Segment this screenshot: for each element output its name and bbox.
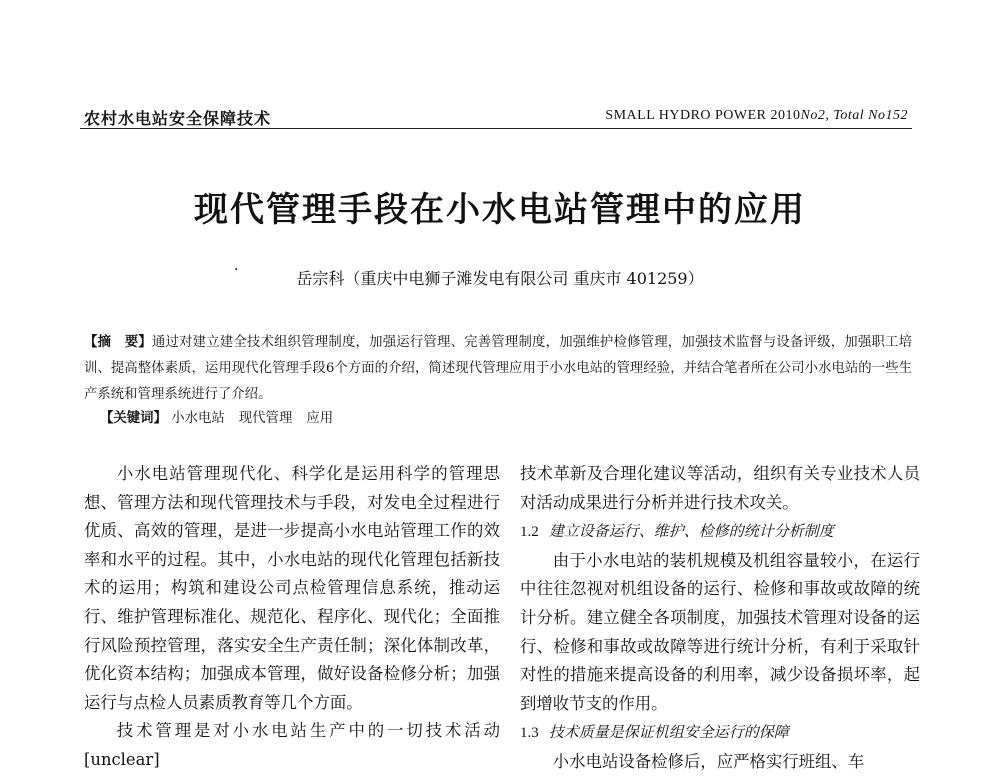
journal-name: SMALL HYDRO POWER 2010 <box>605 108 801 123</box>
section-number: 1.3 <box>520 725 539 742</box>
keyword-item: 现代管理 <box>238 411 293 426</box>
keywords-label: 【关键词】 <box>100 411 167 426</box>
author-dot: · <box>234 262 239 278</box>
section-title: 技术质量是保证机组安全运行的保障 <box>548 723 789 742</box>
body-paragraph: 小水电站设备检修后，应严格实行班组、车 <box>552 751 865 771</box>
abstract <box>84 330 912 408</box>
abstract-text: 通过对建立建全技术组织管理制度，加强运行管理、完善管理制度，加强维护检修管理，加强技术监督与设备评级，加强职工培训、提高整体素质，运用现代化管理手段6个方面的介绍，简述现代管理应用于小水电站的管理经验，并结合笔者所在公司小水电站的一些生产系统和管理系统进行了介绍。 <box>84 335 913 402</box>
keyword-item: 应用 <box>306 411 334 426</box>
section-heading <box>520 718 920 748</box>
header-rule <box>80 128 912 129</box>
paper-title: 现代管理手段在小水电站管理中的应用 <box>194 190 806 230</box>
keyword-item: 小水电站 <box>171 411 225 426</box>
body-paragraph: 技术革新及合理化建议等活动，组织有关专业技术人员对活动成果进行分析并进行技术攻关。 <box>520 464 920 512</box>
body-paragraph: 技术管理是对小水电站生产中的一切技术活动[unclear] <box>84 721 500 769</box>
issue-number: No2 <box>800 108 826 123</box>
running-header-right <box>605 108 908 124</box>
body-paragraph: 小水电站管理现代化、科学化是运用科学的管理思想、管理方法和现代管理技术与手段，对发电全过程进行优质、高效的管理，是进一步提高小水电站管理工作的效率和水平的过程。其中，小水电站的现代化管理包括新技术的运用；构筑和建设公司点检管理信息系统，推动运行、维护管理标准化、规范化、程序化、现代化；全面推行风险预控管理，落实安全生产责任制；深化体制改革，优化资本结构；加强成本管理，做好设备检修分析；加强运行与点检人员素质教育等几个方面。 <box>84 464 500 712</box>
section-heading <box>520 517 920 547</box>
body-column-left <box>84 460 500 775</box>
total-issue-number: Total No152 <box>833 108 908 123</box>
running-header-left: 农村水电站安全保障技术 <box>84 109 272 128</box>
abstract-label: 【摘 要】 <box>84 335 152 350</box>
body-paragraph: 由于小水电站的装机规模及机组容量较小，在运行中往往忽视对机组设备的运行、检修和事故或故障的统计分析。建立健全各项制度，加强技术管理对设备的运行、检修和事故或故障等进行统计分析，有利于采取针对性的措施来提高设备的利用率，减少设备损坏率，起到增收节支的作用。 <box>520 550 920 713</box>
section-title: 建立设备运行、维护、检修的统计分析制度 <box>548 522 834 541</box>
author-affiliation: 岳宗科（重庆中电狮子滩发电有限公司 重庆市 401259） <box>296 269 704 288</box>
section-number: 1.2 <box>520 524 539 541</box>
header-separator: , <box>825 108 834 123</box>
body-column-right <box>520 460 920 777</box>
keywords <box>100 407 347 426</box>
